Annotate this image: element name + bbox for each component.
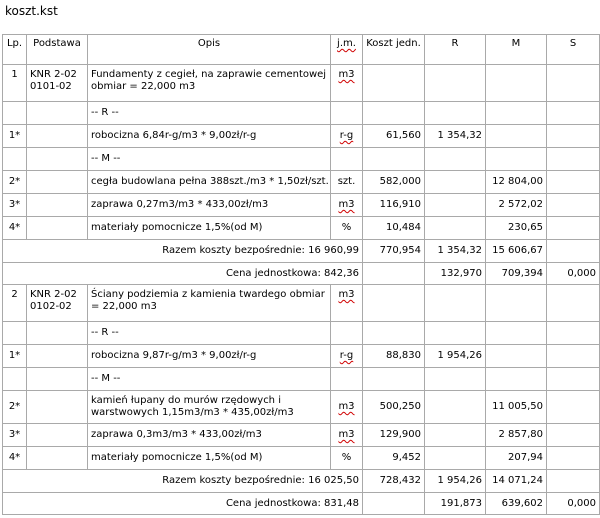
item-jm: r-g xyxy=(331,125,363,148)
item-opis: materiały pomocnicze 1,5%(od M) xyxy=(88,447,331,470)
cena-s: 0,000 xyxy=(547,493,600,515)
razem-m: 15 606,67 xyxy=(486,240,547,263)
item-jm: % xyxy=(331,217,363,240)
header-opis: Opis xyxy=(88,35,331,65)
header-row xyxy=(3,35,600,65)
razem-s xyxy=(547,240,600,263)
razem-koszt: 770,954 xyxy=(363,240,425,263)
item-r xyxy=(425,171,486,194)
item-opis: robocizna 9,87r-g/m3 * 9,00zł/r-g xyxy=(88,345,331,368)
cena-row xyxy=(3,263,600,285)
item-s xyxy=(547,345,600,368)
item-row xyxy=(3,345,600,368)
header-koszt: Koszt jedn. xyxy=(363,35,425,65)
item-m: 2 572,02 xyxy=(486,194,547,217)
cena-koszt xyxy=(363,263,425,285)
item-m: 11 005,50 xyxy=(486,391,547,424)
item-koszt: 582,000 xyxy=(363,171,425,194)
item-opis: zaprawa 0,3m3/m3 * 433,00zł/m3 xyxy=(88,424,331,447)
header-r: R xyxy=(425,35,486,65)
item-jm: m3 xyxy=(331,194,363,217)
section-row-r xyxy=(3,102,600,125)
razem-m: 14 071,24 xyxy=(486,470,547,493)
item-jm: r-g xyxy=(331,345,363,368)
item-koszt: 116,910 xyxy=(363,194,425,217)
razem-s xyxy=(547,470,600,493)
item-r xyxy=(425,447,486,470)
item-jm: % xyxy=(331,447,363,470)
position-podstawa: KNR 2-02 0101-02 xyxy=(27,65,88,102)
item-r xyxy=(425,217,486,240)
item-opis: kamień łupany do murów rzędowych i warstwowych 1,15m3/m3 * 435,00zł/m3 xyxy=(88,391,331,424)
item-r xyxy=(425,194,486,217)
item-r xyxy=(425,391,486,424)
razem-r: 1 354,32 xyxy=(425,240,486,263)
razem-koszt: 728,432 xyxy=(363,470,425,493)
razem-row xyxy=(3,240,600,263)
position-lp: 1 xyxy=(3,65,27,102)
cena-r: 132,970 xyxy=(425,263,486,285)
item-row xyxy=(3,217,600,240)
item-lp: 4* xyxy=(3,447,27,470)
header-lp: Lp. xyxy=(3,35,27,65)
section-label: -- M -- xyxy=(88,368,331,391)
position-row xyxy=(3,285,600,322)
section-row-m xyxy=(3,148,600,171)
item-row xyxy=(3,447,600,470)
item-row xyxy=(3,171,600,194)
item-row xyxy=(3,125,600,148)
razem-row xyxy=(3,470,600,493)
cena-row xyxy=(3,493,600,515)
section-row-r xyxy=(3,322,600,345)
item-opis: robocizna 6,84r-g/m3 * 9,00zł/r-g xyxy=(88,125,331,148)
position-jm: m3 xyxy=(331,285,363,322)
item-s xyxy=(547,447,600,470)
item-r: 1 954,26 xyxy=(425,345,486,368)
razem-label: Razem koszty bezpośrednie: 16 025,50 xyxy=(3,470,363,493)
item-m xyxy=(486,125,547,148)
item-m: 230,65 xyxy=(486,217,547,240)
item-m: 207,94 xyxy=(486,447,547,470)
item-koszt: 88,830 xyxy=(363,345,425,368)
cena-m: 709,394 xyxy=(486,263,547,285)
item-r xyxy=(425,424,486,447)
position-podstawa: KNR 2-02 0102-02 xyxy=(27,285,88,322)
item-m: 2 857,80 xyxy=(486,424,547,447)
item-row xyxy=(3,391,600,424)
header-podstawa: Podstawa xyxy=(27,35,88,65)
section-label: -- R -- xyxy=(88,322,331,345)
item-lp: 2* xyxy=(3,171,27,194)
cena-s: 0,000 xyxy=(547,263,600,285)
position-jm: m3 xyxy=(331,65,363,102)
item-lp: 1* xyxy=(3,345,27,368)
razem-label: Razem koszty bezpośrednie: 16 960,99 xyxy=(3,240,363,263)
item-lp: 3* xyxy=(3,194,27,217)
item-row xyxy=(3,194,600,217)
item-s xyxy=(547,194,600,217)
header-jm: j.m. xyxy=(331,35,363,65)
item-row xyxy=(3,424,600,447)
item-s xyxy=(547,171,600,194)
item-koszt: 9,452 xyxy=(363,447,425,470)
position-row xyxy=(3,65,600,102)
cena-label: Cena jednostkowa: 831,48 xyxy=(3,493,363,515)
item-s xyxy=(547,424,600,447)
item-m xyxy=(486,345,547,368)
position-opis: Fundamenty z cegieł, na zaprawie cementowej obmiar = 22,000 m3 xyxy=(88,65,331,102)
item-opis: cegła budowlana pełna 388szt./m3 * 1,50zł/szt. xyxy=(88,171,331,194)
cena-label: Cena jednostkowa: 842,36 xyxy=(3,263,363,285)
header-s: S xyxy=(547,35,600,65)
item-jm: m3 xyxy=(331,391,363,424)
item-opis: materiały pomocnicze 1,5%(od M) xyxy=(88,217,331,240)
razem-r: 1 954,26 xyxy=(425,470,486,493)
item-r: 1 354,32 xyxy=(425,125,486,148)
window-title: koszt.kst xyxy=(5,4,58,18)
item-jm: m3 xyxy=(331,424,363,447)
item-s xyxy=(547,391,600,424)
cost-table xyxy=(2,34,600,515)
cena-r: 191,873 xyxy=(425,493,486,515)
item-jm: szt. xyxy=(331,171,363,194)
section-label: -- M -- xyxy=(88,148,331,171)
item-lp: 1* xyxy=(3,125,27,148)
item-s xyxy=(547,217,600,240)
cena-m: 639,602 xyxy=(486,493,547,515)
item-koszt: 61,560 xyxy=(363,125,425,148)
section-label: -- R -- xyxy=(88,102,331,125)
item-lp: 3* xyxy=(3,424,27,447)
item-lp: 2* xyxy=(3,391,27,424)
section-row-m xyxy=(3,368,600,391)
item-m: 12 804,00 xyxy=(486,171,547,194)
item-koszt: 129,900 xyxy=(363,424,425,447)
position-opis: Ściany podziemia z kamienia twardego obmiar = 22,000 m3 xyxy=(88,285,331,322)
header-m: M xyxy=(486,35,547,65)
item-koszt: 10,484 xyxy=(363,217,425,240)
item-lp: 4* xyxy=(3,217,27,240)
item-s xyxy=(547,125,600,148)
item-koszt: 500,250 xyxy=(363,391,425,424)
position-lp: 2 xyxy=(3,285,27,322)
cena-koszt xyxy=(363,493,425,515)
item-opis: zaprawa 0,27m3/m3 * 433,00zł/m3 xyxy=(88,194,331,217)
